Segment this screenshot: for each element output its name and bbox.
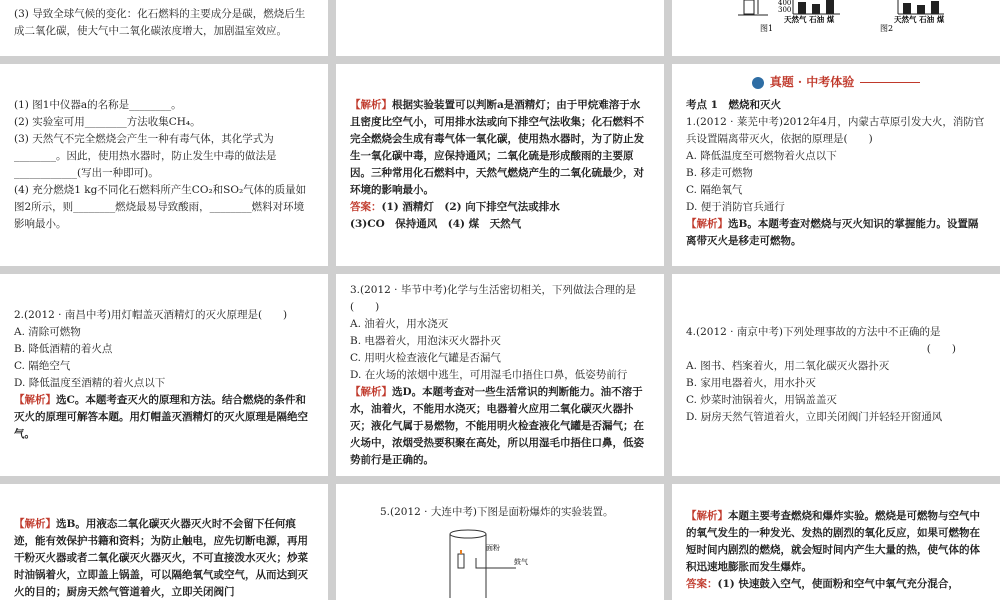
option-a: A. 清除可燃物 (14, 326, 81, 338)
analysis-label: 【解析】 (686, 218, 728, 230)
bar (903, 3, 911, 14)
bar-chart-2 (894, 0, 945, 24)
banner-title: 真题 · 中考体验 (769, 75, 855, 89)
question: 2.(2012 · 南昌中考)用灯帽盖灭酒精灯的灭火原理是( ) (14, 309, 288, 321)
analysis (14, 392, 314, 443)
analysis-text: 根据实验装置可以判断a是酒精灯；由于甲烷难溶于水且密度比空气小，可用排水法或向下排空气法收集；化石燃料不完全燃烧会生成有毒气体一氧化碳，使用热水器时，为了防止发生一氧化碳中毒，应保持通风；二氧化硫是形成酸雨的主要原因。三种常用化石燃料中，天然气燃烧产生的二氧化硫最少，对环境的影响最小。 (350, 99, 644, 196)
question: 1.(2012 · 莱芜中考)2012年4月，内蒙古草原引发大火，消防官兵设置隔离带灭火，依据的原理是( ) (686, 116, 985, 145)
option-c: C. 用明火检查液化气罐是否漏气 (350, 351, 501, 364)
slide-r2c1 (0, 64, 328, 266)
bar-chart-1 (778, 0, 840, 24)
analysis-label: 【解析】 (350, 99, 392, 111)
apparatus-figure (738, 0, 768, 15)
slide-r4c2 (336, 484, 664, 600)
option-d: D. 在火场的浓烟中逃生，可用湿毛巾捂住口鼻，低姿势前行 (350, 368, 628, 381)
slide-r4c3 (672, 484, 1000, 600)
answer-paren: ( ) (926, 343, 956, 355)
question-3: (3) 天然气不完全燃烧会产生一种有毒气体，其化学式为________。因此，使用热水器时，防止发生中毒的做法是____________(写出一种即可)。 (14, 133, 277, 179)
bar (798, 2, 806, 14)
analysis-label: 【解析】 (14, 394, 56, 406)
option-b: B. 电器着火，用泡沫灭火器扑灭 (350, 334, 501, 347)
slide-r3c1 (0, 274, 328, 476)
banner-rule (860, 82, 920, 83)
tick-label: 400 (778, 0, 792, 7)
x-category-labels: 天然气 石油 煤 (894, 15, 945, 24)
banner-icon (752, 77, 764, 89)
bar (826, 0, 834, 14)
analysis-text: 选C。本题考查灭火的原理和方法。结合燃烧的条件和灭火的原理可解答本题。用灯帽盖灭酒精灯的灭火原理是隔绝空气。 (14, 394, 308, 440)
analysis (350, 384, 650, 469)
slide-r3c2 (336, 274, 664, 476)
bar (812, 4, 820, 14)
text-block: (3) 导致全球气候的变化：化石燃料的主要成分是碳，燃烧后生成二氧化碳，使大气中二氧化碳浓度增大，加剧温室效应。 (14, 8, 306, 37)
option-d: D. 降低温度至酒精的着火点以下 (14, 377, 166, 389)
flour-label: 面粉 (486, 544, 500, 552)
bar (917, 5, 925, 14)
option-c: C. 隔绝空气 (14, 360, 71, 372)
analysis-label: 【解析】 (350, 385, 392, 398)
option-a: A. 图书、档案着火，用二氧化碳灭火器扑灭 (686, 360, 890, 372)
x-category-labels: 天然气 石油 煤 (784, 15, 835, 24)
fig1-label: 图1 (760, 24, 774, 33)
analysis-label: 【解析】 (14, 518, 56, 530)
question-2: (2) 实验室可用________方法收集CH₄。 (14, 116, 201, 128)
slide-r4c1 (0, 484, 328, 600)
section-banner (686, 74, 986, 91)
slide-r2c2 (336, 64, 664, 266)
question: 3.(2012 · 毕节中考)化学与生活密切相关，下列做法合理的是( ) (350, 283, 636, 313)
option-a: A. 油着火，用水浇灭 (350, 317, 449, 330)
topic-heading: 考点 1 燃烧和灭火 (686, 99, 781, 111)
option-d: D. 便于消防官兵通行 (686, 201, 785, 213)
question: 5.(2012 · 大连中考)下图是面粉爆炸的实验装置。 (380, 506, 614, 518)
analysis-text: 本题主要考查燃烧和爆炸实验。燃烧是可燃物与空气中的氧气发生的一种发光、发热的剧烈的氧化反应，如果可燃物在短时间内剧烈的燃烧，就会短时间内产生大量的热，使气体的体积迅速地膨胀而发生爆炸。 (686, 510, 980, 573)
slide-r1c2 (336, 0, 664, 56)
slide-r1c3 (672, 0, 1000, 56)
option-d: D. 厨房天然气管道着火，立即关闭阀门并轻轻开窗通风 (686, 411, 943, 423)
slide-r1c1 (0, 0, 328, 56)
figures-svg (672, 0, 1000, 56)
analysis (14, 516, 314, 600)
analysis-text: 选B。本题考查对燃烧与灭火知识的掌握能力。设置隔离带灭火是移走可燃物。 (686, 218, 979, 247)
answer-line-2: (3)CO 保持通风 (4) 煤 天然气 (350, 218, 522, 230)
option-a: A. 降低温度至可燃物着火点以下 (686, 150, 837, 162)
answer-label: 答案： (350, 201, 382, 213)
option-c: C. 隔绝氧气 (686, 184, 743, 196)
option-b: B. 移走可燃物 (686, 167, 753, 179)
answer (350, 199, 650, 216)
analysis-label: 【解析】 (686, 510, 728, 522)
tick-label: 300 (778, 6, 792, 14)
question-4: (4) 充分燃烧1 kg不同化石燃料所产生CO₂和SO₂气体的质量如图2所示，则________燃烧最易导致酸雨，________燃料对环境影响最小。 (14, 184, 307, 230)
analysis-text: 选B。用液态二氧化碳灭火器灭火时不会留下任何痕迹，能有效保护书籍和资料；为防止触电，应先切断电源，再用干粉灭火器或者二氧化碳灭火器灭火，不可直接泼水灭火；炒菜时油锅着火，立即盖上锅盖，可以隔绝氧气或空气，从而达到灭火的目的；厨房天然气管道着火，立即关闭阀门 (14, 518, 308, 598)
slide-r2c3 (672, 64, 1000, 266)
answer-text: (1) 快速鼓入空气，使面粉和空气中氧气充分混合， (717, 578, 959, 590)
dust-explosion-apparatus (436, 528, 556, 600)
analysis-text: 选D。本题考查对一些生活常识的判断能力。油不溶于水，油着火，不能用水浇灭；电器着火应用二氧化碳灭火器扑灭；液化气属于易燃物，不能用明火检查液化气罐是否漏气；在火场中，浓烟受热要积聚在高处，所以用湿毛巾捂住口鼻，低姿势前行是正确的。 (350, 385, 644, 466)
analysis (686, 216, 986, 250)
air-blow-label: 鼓气 (514, 558, 528, 566)
fig2-label: 图2 (880, 24, 894, 33)
answer-label: 答案： (686, 578, 718, 590)
bar (931, 1, 939, 14)
question-1: (1) 图1中仪器a的名称是________。 (14, 99, 182, 111)
option-b: B. 家用电器着火，用水扑灭 (686, 377, 816, 389)
answer (686, 576, 986, 593)
question: 4.(2012 · 南京中考)下列处理事故的方法中不正确的是 (686, 326, 941, 338)
option-b: B. 降低酒精的着火点 (14, 343, 113, 355)
analysis (350, 97, 650, 199)
option-c: C. 炒菜时油锅着火，用锅盖盖灭 (686, 394, 837, 406)
answer-text: (1) 酒精灯 (2) 向下排空气法或排水 (381, 201, 560, 213)
slide-r3c3 (672, 274, 1000, 476)
analysis (686, 508, 986, 576)
